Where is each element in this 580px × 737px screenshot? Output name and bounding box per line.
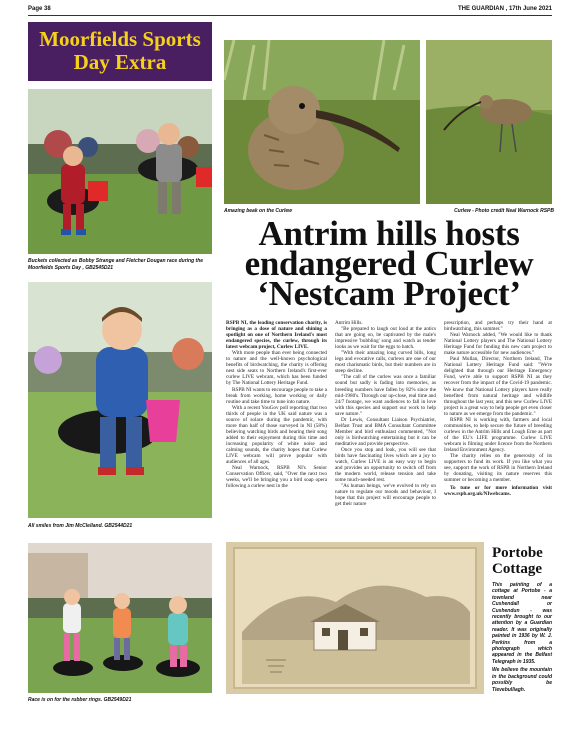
header-rule [28,15,552,16]
article-paragraph: Neal Warnock, RSPB NI's Senior Conservation Officer, said, "Over the next two weeks, we'll be bringing you a bird soap opera following a curlew nest in the [226,465,327,490]
caption-smiling-boy: All smiles from Jim McClelland. GB2544D21 [28,523,133,529]
photo-curlew-standing [426,40,552,204]
article-headline [226,214,552,313]
article-paragraph: "Be prepared to laugh out loud at the antics that are going on, be captivated by the male's impressive 'bubbling' song and watch as tender looks as we wait for the eggs to hatch. [335,326,436,351]
article-paragraph: With a recent YouGov poll reporting that two thirds of people in the UK said nature was a source of solace during the pandemic, with more than half of those surveyed in NI (58%) believing watching birds and hearing their song added to their enjoyment during this time and increasing popularity of white noise and calming sounds, the charity hopes that Curlew LIVE webcam will prove popular with audiences of all ages. [226,404,327,466]
article-paragraph: "As human beings, we've evolved to rely on nature to regulate our moods and behaviour, I hope that this project will encourage people to get their nature [335,483,436,508]
article-paragraph: RSPB NI is working with, farmers and local communities, to help secure the future of breeding curlews in the Antrim Hills and Lough Erne as part of the EU's LIFE programme. Curlew LIVE webcam is filming under licence from the Northern Ireland Environment Agency. [444,416,552,453]
section-banner [28,22,212,81]
caption-curlew-credit: Curlew - Photo credit Neal Warnock RSPB [454,208,554,214]
article-paragraph: Dr Lewis, Consultant Liaison Psychiatrist, Belfast Trust and BMA Consultant Committee Member and bird enthusiast commented, "Not only is birdwatching entertaining but it can be meditative and provide perspective. [335,416,436,447]
photo-bucket-race [28,89,212,254]
article-paragraph: "With their amazing long curved bills, long legs and evocative calls, curlews are one of our most charismatic birds, but their numbers are in steep decline. [335,350,436,375]
banner-line-1: Moorfields Sports [39,27,201,51]
caption-rubber-rings: Race is on for the rubber rings. GB2549D21 [28,697,132,703]
page-number: Page 38 [28,6,51,12]
caption-curlew-beak: Amazing beak on the Curlew [224,208,293,214]
article-paragraph: prescription, and perhaps try their hand at birdwatching, this summer." [444,320,552,333]
portobe-title: Portobe Cottage [492,545,543,577]
banner-line-2: Day Extra [73,50,167,74]
tune-in-info: To tune or for more information visit www.rspb.org.uk/NIwebcams. [444,485,552,498]
article-paragraph: "The call of the curlew was once a familiar sound but sadly is fading into memories, as breeding numbers have fallen by 82% since the mid-1980's. Through our up-close, real time and 24/7 footage, we want audiences to fall in love with this species and support our work to help save nature." [335,374,436,417]
portobe-paragraph: This painting of a cottage at Portobe - a townland near Cushendall or Cushendun - was recently brought to our attention by a Guardian reader. It was originally painted in 1936 by W. J. Perkins from a photograph which appeared in the Belfast Telegraph in 1935. [492,582,552,665]
article-column-1 [226,320,327,489]
article-paragraph: RSPB NI wants to encourage people to take a break from working, home working or daily routine and take time to tune into nature. [226,386,327,405]
article-paragraph: The charity relies on the generosity of its supporters to fund its work. If you like what you see, support the work of RSPB in Northern Ireland by donating, visiting its nature reserves this summer or becoming a member. [444,453,552,484]
headline-line-1: Antrim hills hosts [258,214,520,253]
article-paragraph: With more people than ever being connected to nature and the well-known psychological benefits of birdwatching, the charity is offering nest side seats to Northern Ireland's first-ever curlew LIVE webcam, which has been funded by The National Lottery Heritage Fund. [226,350,327,387]
headline-line-2: endangered Curlew [244,244,534,283]
article-column-3 [444,320,552,497]
caption-bucket-race: Buckets collected as Bobby Strange and Fletcher Dougan race during the Moorfields Sports Day , GB2545D21 [28,258,204,271]
photo-rubber-rings [28,543,212,693]
headline-line-3: ‘Nestcam Project’ [257,274,521,313]
article-column-2 [335,320,436,507]
photo-smiling-boy [28,282,212,518]
photo-portobe-painting [226,542,484,694]
portobe-paragraph: We believe the mountain in the background could possibly be Tievebulliagh. [492,667,552,693]
masthead: THE GUARDIAN , 17th June 2021 [457,6,552,12]
article-paragraph: Paul Mullan, Director, Northern Ireland, The National Lottery Heritage Fund said: "We're delighted that through our Heritage Emergency Fund, we're able to support RSPB NI as they recover from the impact of the Covid-19 pandemic. We know that National Lottery players have really benefited from natural heritage and wildlife throughout the last year, and this new Curlew LIVE project is a great way to help people get even closer to nature as we emerge from the pandemic." [444,356,552,417]
article-paragraph: Neal Warnock added, "We would like to thank National Lottery players and The National Lottery Heritage Fund for funding this new cam project to make nature accessible for new audiences." [444,332,552,357]
article-lead: RSPB NI, the leading conservation charity, is bringing as a dose of nature and shining a spotlight on one of Northern Ireland's most endangered species, the curlew, through its latest webcam project, Curlew LIVE. [226,320,327,351]
portobe-body [492,582,552,693]
photo-curlew-beak [224,40,420,204]
article-paragraph: Antrim Hills. [335,320,363,326]
article-paragraph: Once you stop and look, you will see that birds have fascinating lives which are a joy to watch, Curlew LIVE is an easy way to begin and provides an opportunity to switch off from the modern world, release tension and take some much-needed rest. [335,446,436,484]
